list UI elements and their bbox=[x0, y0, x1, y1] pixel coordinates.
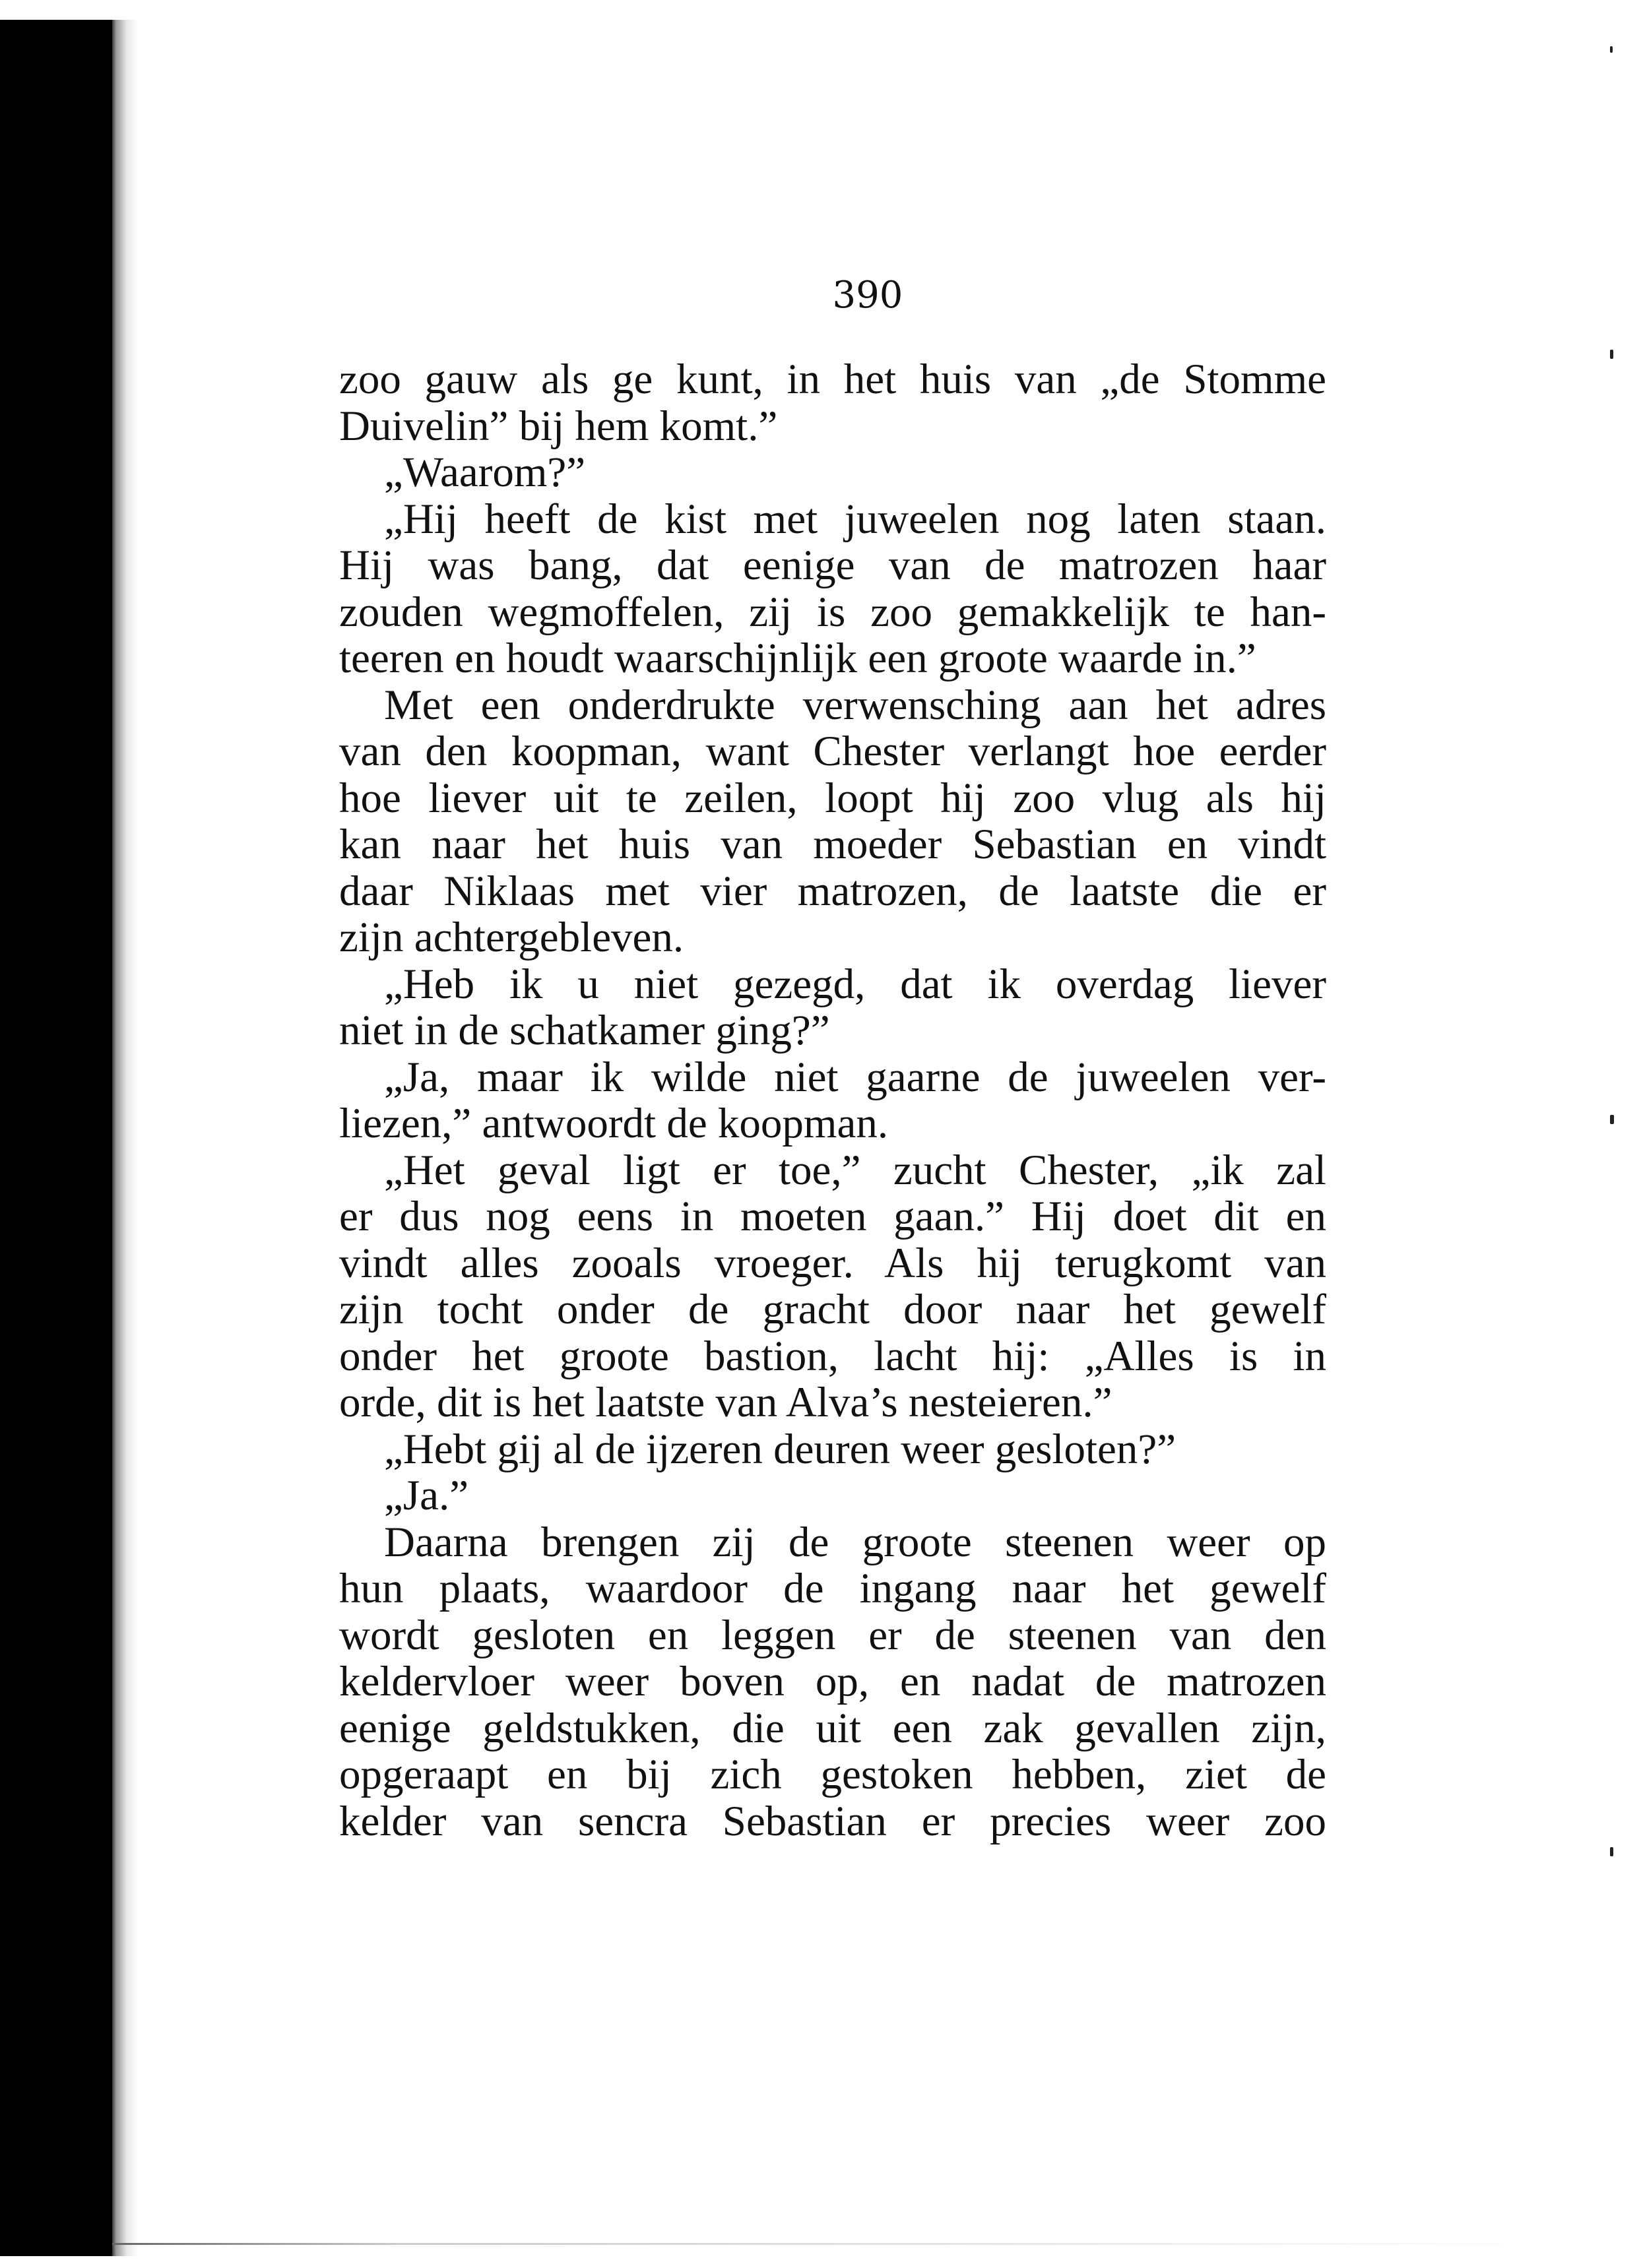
text-line: Duivelin” bij hem komt.” bbox=[339, 402, 778, 450]
speck bbox=[1610, 350, 1613, 359]
text-line: zijn tocht onder de gracht door naar het gewelf bbox=[339, 1286, 1326, 1333]
text-line: kelder van sencra Sebastian er precies weer zoo bbox=[339, 1797, 1326, 1845]
text-line: Daarna brengen zij de groote steenen weer op bbox=[384, 1518, 1326, 1566]
text-line: vindt alles zooals vroeger. Als hij terugkomt van bbox=[339, 1239, 1326, 1287]
text-line: teeren en houdt waarschijnlijk een groote waarde in.” bbox=[339, 635, 1256, 682]
text-line: eenige geldstukken, die uit een zak gevallen zijn, bbox=[339, 1704, 1326, 1752]
text-line: liezen,” antwoordt de koopman. bbox=[339, 1100, 889, 1147]
text-line: hun plaats, waardoor de ingang naar het gewelf bbox=[339, 1565, 1326, 1612]
text-line: „Waarom?” bbox=[384, 449, 586, 496]
text-line: „Ja.” bbox=[384, 1472, 469, 1519]
text-line: hoe liever uit te zeilen, loopt hij zoo vlug als hij bbox=[339, 774, 1326, 822]
text-line: er dus nog eens in moeten gaan.” Hij doet dit en bbox=[339, 1193, 1326, 1240]
speck bbox=[1610, 1115, 1614, 1124]
text-line: Met een onderdrukte verwensching aan het adres bbox=[384, 681, 1326, 729]
text-line: keldervloer weer boven op, en nadat de matrozen bbox=[339, 1658, 1326, 1705]
text-line: daar Niklaas met vier matrozen, de laatste die er bbox=[339, 867, 1326, 915]
page-bottom-edge bbox=[112, 2243, 1537, 2245]
text-line: Hij was bang, dat eenige van de matrozen haar bbox=[339, 542, 1326, 589]
page-number: 390 bbox=[832, 274, 903, 317]
text-line: „Hebt gij al de ijzeren deuren weer gesloten?” bbox=[384, 1425, 1176, 1473]
text-line: kan naar het huis van moeder Sebastian en vindt bbox=[339, 821, 1326, 868]
text-line: van den koopman, want Chester verlangt hoe eerder bbox=[339, 728, 1326, 775]
binding-fringe bbox=[112, 20, 139, 2256]
text-line: onder het groote bastion, lacht hij: „Alles is in bbox=[339, 1332, 1326, 1380]
text-line: niet in de schatkamer ging?” bbox=[339, 1007, 830, 1054]
body-text bbox=[339, 356, 1326, 1844]
text-line: wordt gesloten en leggen er de steenen van den bbox=[339, 1611, 1326, 1659]
binding-shadow bbox=[0, 20, 112, 2256]
text-line: orde, dit is het laatste van Alva’s nesteieren.” bbox=[339, 1379, 1112, 1426]
text-line: „Hij heeft de kist met juweelen nog laten staan. bbox=[384, 495, 1326, 543]
text-line: „Heb ik u niet gezegd, dat ik overdag liever bbox=[384, 960, 1326, 1008]
right-margin-specks bbox=[1610, 40, 1615, 2217]
text-line: „Het geval ligt er toe,” zucht Chester, „ik zal bbox=[384, 1146, 1326, 1194]
text-line: „Ja, maar ik wilde niet gaarne de juweelen ver- bbox=[384, 1053, 1326, 1101]
text-line: zijn achtergebleven. bbox=[339, 914, 684, 961]
speck bbox=[1610, 46, 1613, 53]
text-line: opgeraapt en bij zich gestoken hebben, ziet de bbox=[339, 1751, 1326, 1798]
text-line: zoo gauw als ge kunt, in het huis van „de Stomme bbox=[339, 356, 1326, 403]
text-line: zouden wegmoffelen, zij is zoo gemakkelijk te han- bbox=[339, 588, 1326, 636]
speck bbox=[1610, 1847, 1613, 1856]
